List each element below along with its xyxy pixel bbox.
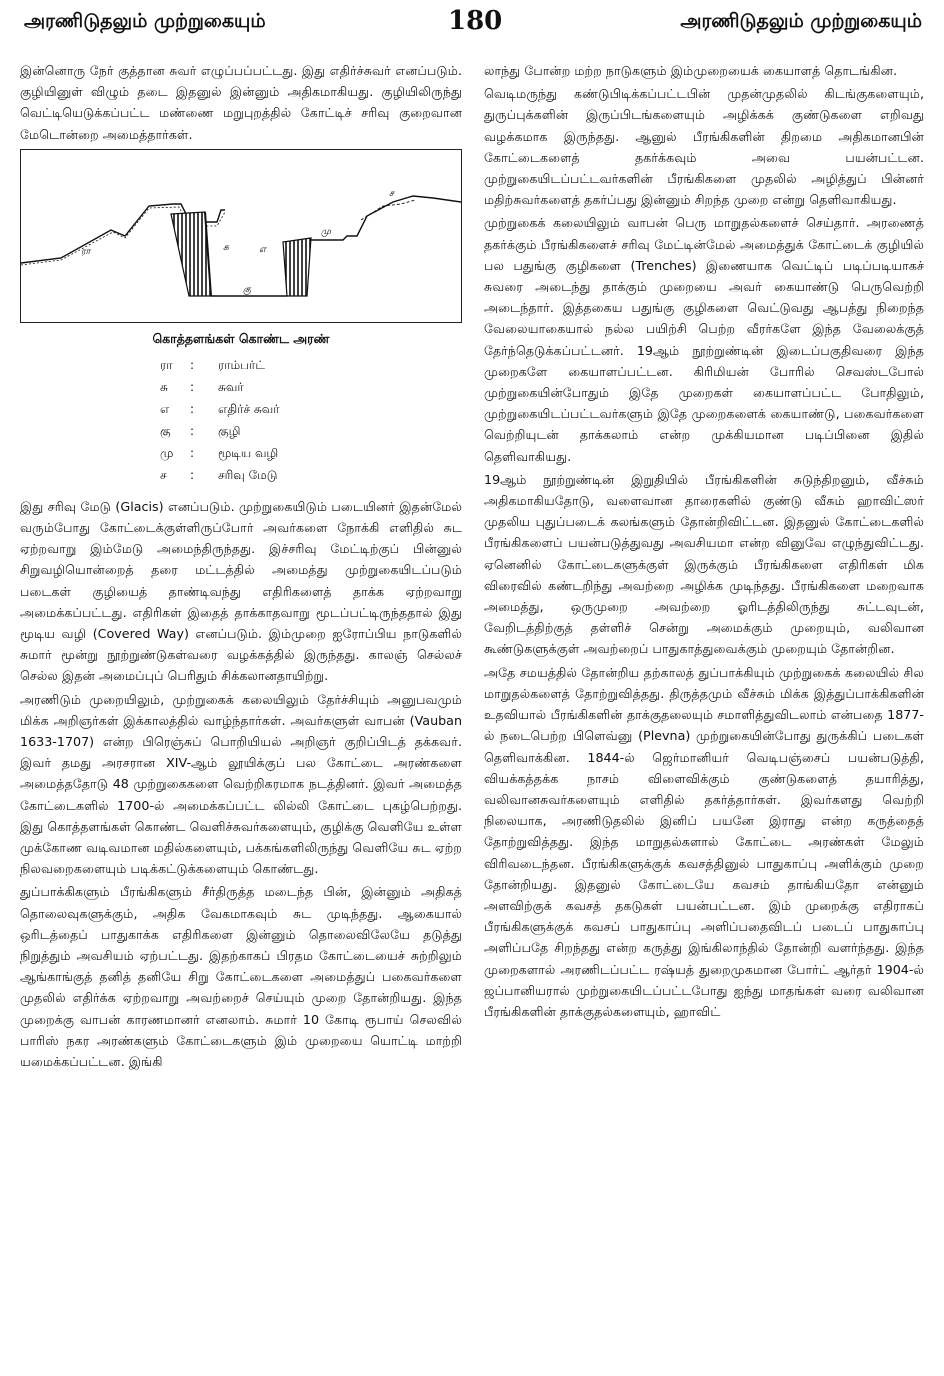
- legend-key: மு: [160, 445, 174, 460]
- legend-separator: :: [190, 467, 195, 482]
- paragraph-trenches: முற்றுகைக் கலையிலும் வாபன் பெரு மாறுதல்களைச் செய்தார். அரணைத் தகர்க்கும் பீரங்கிகளைச் சரிவு மேட்டின்மேல் அமைத்துக் கோட்டைக் குழியில் பல பதுங்கு குழிகளை (Trenches) இணையாக வெட்டிப் படிப்படியாகச் சுவரை அடைந்து தாக்கும் முறையை அவர் கையாண்டு பெருவெற்றி அடைந்தார். இத்தகைய பதுங்கு குழிகளை வெட்டுவது ஆபத்து நிறைந்த வேலையாகையால் நல்ல பயிற்சி பெற்ற வீரர்களே இந்த வேலைக்குத் தேர்ந்தெடுக்கப்பட்டனர். 19ஆம் நூற்றுண்டின் இடைப்பகுதிவரை இந்த முறைகளே கையாளப்பட்டன. கிரிமியன் போரில் செவஸ்டபோல் முற்றுகையின்போதும் இதே முறைகள் கையாளப்பட்ட போதிலும், முற்றுகையிடப்பட்டவர்களும் இதே முறைகளைக் கையாண்டு, பகைவர்களை வெற்றியுடன் தாக்கலாம் என்ற முக்கியமான படிப்பினை இதில் தெளிவாகியது.: [484, 215, 924, 464]
- counter-wall: [283, 238, 311, 296]
- legend-value: சரிவு மேடு: [218, 467, 278, 482]
- label-rampart: ரா: [81, 246, 91, 257]
- legend-value: சுவர்: [218, 379, 244, 394]
- legend-row: [160, 442, 462, 464]
- paragraph-19th-century: 19ஆம் நூற்றுண்டின் இறுதியில் பீரங்கிகளின் சுடுந்திறனும், வீச்சும் அதிகமாகியதோடு, வளைவான தாரைகளில் குண்டு வீசும் ஹாவிட்ஸர் முதலிய புதுப்படைக் கலங்களும் தோன்றிவிட்டன. இதனுல் கோட்டைகளில் பீரங்கிகளைப் பயன்படுத்துவது அவசியமா என்ற வினுவே எழுந்துவிட்டது. ஏனெனில் கோட்டைகளுக்குள் இருக்கும் பீரங்கிகளை எதிரிகள் மிக விரைவில் கண்டறிந்து அவற்றை அழிக்க முடிந்தது. பீரங்கிகளை மறைவாக அமைத்து, ஒருமுறை அவற்றை ஓரிடத்திலிருந்து சுட்டவுடன், வேறிடத்திற்குத் தள்ளிச் சென்று அமைக்கும் முறையும், வலிவான கூண்டுகளுக்குள் அவற்றைப் பாதுகாத்துவைக்கும் முறையும் தோன்றின.: [484, 471, 924, 657]
- legend-value: மூடிய வழி: [218, 445, 279, 460]
- legend-row: [160, 464, 462, 486]
- legend-separator: :: [190, 357, 195, 372]
- legend-key: ரா: [160, 357, 173, 372]
- label-ditch: கு: [243, 284, 251, 295]
- fortification-diagram: [20, 149, 462, 323]
- running-title-right: அரணிடுதலும் முற்றுகையும்: [680, 10, 922, 32]
- label-wall: சு: [223, 242, 229, 253]
- paragraph-gunpowder: வெடிமருந்து கண்டுபிடிக்கப்பட்டபின் முதன்முதலில் கிடங்குகளையும், துருப்புக்களின் இருப்பிடங்களையும் அழிக்கக் குண்டுகளை எறிவது வழக்கமாக இருந்தது. ஆனுல் பீரங்கிகளின் திறமை அதிகமானபின் கோட்டைகளைத் தகர்க்கவும் அவை பயன்பட்டன. முற்றுகையிடப்பட்டவர்களின் பீரங்கிகளை முதலில் அழித்துப் பின்னர் மதிற்சுவர்களைத் தகர்ப்பது இன்னும் சிறந்த முறை என்று தெளிவாகியது.: [484, 86, 924, 208]
- legend-row: [160, 354, 462, 376]
- legend-separator: :: [190, 445, 195, 460]
- legend-key: சு: [160, 379, 168, 394]
- legend-value: எதிர்ச் சுவர்: [218, 401, 280, 416]
- paragraph-vauban: அரணிடும் முறையிலும், முற்றுகைக் கலையிலும் தேர்ச்சியும் அனுபவமும் மிக்க அறிஞர்கள் இக்காலத்தில் வாழ்ந்தார்கள். அவர்களுள் வாபன் (Vauban 1633-1707) என்ற பிரெஞ்சுப் பொறியியல் அறிஞர் குறிப்பிடத் தக்கவர். இவர் தமது அரசரான XIV-ஆம் லூயிக்குப் பல கோட்டை அரண்களை அமைத்ததோடு 48 முற்றுகைகளை வெற்றிகரமாக நடத்தினர். இவர் அமைத்த கோட்டைகளில் 1700-ல் அமைக்கப்பட்ட லில்லி கோட்டை புகழ்பெற்றது. இது கொத்தளங்கள் கொண்ட வெளிச்சுவர்களையும், குழிக்கு வெளியே உள்ள முக்கோண வடிவமான மதில்களையும், பக்கங்களிலிருந்து வெளியே சுட ஏற்ற நிலவறைகளையும் படிக்கட்டுக்களையும் கொண்டது.: [20, 691, 462, 877]
- right-column: [484, 60, 924, 1370]
- running-title-left: அரணிடுதலும் முற்றுகையும்: [24, 10, 266, 32]
- legend-separator: :: [190, 379, 195, 394]
- legend-key: கு: [160, 423, 171, 438]
- figure-caption: கொத்தளங்கள் கொண்ட அரண்: [152, 330, 330, 346]
- fortification-cross-section: [21, 150, 461, 322]
- legend-row: [160, 376, 462, 398]
- legend-value: குழி: [218, 423, 241, 438]
- left-column: [20, 60, 462, 1370]
- label-counter-wall: எ: [259, 244, 267, 255]
- legend-row: [160, 420, 462, 442]
- page-header: [0, 0, 944, 52]
- paragraph-glacis: இது சரிவு மேடு (Glacis) எனப்படும். முற்றுகையிடும் படையினர் இதன்மேல் வரும்போது கோட்டைக்குள்ளிருப்போர் அவர்களை நோக்கி எளிதில் சுட ஏற்றவாறு இம்மேடு அமைந்திருந்தது. இச்சரிவு மேட்டிற்குப் பின்னுல் சிறுவழியொன்றைத் தரை மட்டத்தில் அமைத்து முற்றுகையிடப்படும் படைகள் குழியைத் தாண்டிவந்து எதிரிகளைத் தாக்க ஏற்றவாறு அமைக்கப்பட்டது. எதிரிகள் இதைத் தாக்காதவாறு மூடப்பட்டிருந்ததால் இது மூடிய வழி (Covered Way) எனப்படும். இம்முறை ஐரோப்பிய நாடுகளில் சுமார் மூன்று நூற்றுண்டுகள்வரை வழக்கத்தில் இருந்தது. காலஞ் செல்லச் செல்ல இதன் அமைப்புப் பெரிதும் சிக்கலானதாயிற்று.: [20, 498, 462, 684]
- paragraph-intro: இன்னொரு நேர் குத்தான சுவர் எழுப்பப்பட்டது. இது எதிர்ச்சுவர் எனப்படும். குழியினுள் விழும் தடை இதனுல் இன்னும் அதிகமாகியது. குழியிலிருந்து வெட்டியெடுக்கப்பட்ட மண்ணை மறுபுறத்தில் கோட்டிச் சரிவு குறைவான மேடொன்றை அமைத்தார்கள்.: [20, 63, 462, 142]
- legend-row: [160, 398, 462, 420]
- paragraph-continuation: லாந்து போன்ற மற்ற நாடுகளும் இம்முறையைக் கையாளத் தொடங்கின.: [484, 63, 898, 78]
- label-covered-way: மு: [321, 226, 331, 237]
- paragraph-plevna: அதே சமயத்தில் தோன்றிய தற்காலத் துப்பாக்கியும் முற்றுகைக் கலையில் சில மாறுதல்களைத் தோற்றுவித்தது. திருத்தமும் வீச்சும் மிக்க இத்துப்பாக்கிகளின் உதவியால் பீரங்கிகளின் தாக்குதலையும் சமாளித்துவிடலாம் என்பதை 1877-ல் நடைபெற்ற பிளெவ்னு (Plevna) முற்றுகையின்போது துருக்கிப் படைகள் தெளிவாக்கின. 1844-ல் ஜெர்மானியர் வெடிபஞ்சைப் பயன்படுத்தி, வியக்கத்தக்க நாசம் விளைவிக்கும் குண்டுகளைத் தயாரித்து, வலிவானசுவர்களையும் எளிதில் தகர்த்தார்கள். இவர்களது வெற்றி நிலையாக, அரணிடுதலில் இனிப் பயனே இராது என்ற கருத்தைத் தோற்றுவித்தது. இந்த மாறுதல்களால் கோட்டை அரண்கள் மேலும் விரிவடைந்தன. பீரங்கிகளுக்குக் கவசத்தினுல் பாதுகாப்பு அளிக்கும் முறை தோன்றியது. இதனுல் கோட்டையே கவசம் தாங்கியதோ என்னும் அளவிற்குக் கவசத் தகடுகள் பயன்பட்டன. இம் முறைக்கு எதிராகப் பீரங்கிகளுக்குக் கவசப் பாதுகாப்பு அளிப்பதைவிடப் படைப் பாதுகாப்பு அளிப்பதே சிறந்தது என்ற கருத்து இங்கிலாந்தில் தோன்றி வளர்ந்தது. இந்த முறைகளால் அரணிடப்பட்ட ரஷ்யத் துறைமுகமான போர்ட் ஆர்தர் 1904-ல் ஜப்பானியரால் முற்றுகையிடப்பட்டபோது ஐந்து மாதங்கள் வரை வலிவான பீரங்கிகளின் தாக்குதல்களையும், ஹாவிட்: [484, 664, 924, 1019]
- legend-key: எ: [160, 401, 170, 416]
- page-number: 180: [448, 6, 503, 36]
- legend-value: ராம்பர்ட்: [218, 357, 265, 372]
- glacis-profile: [311, 196, 461, 240]
- legend-key: ச: [160, 467, 167, 482]
- legend-separator: :: [190, 401, 195, 416]
- label-glacis: ச: [389, 188, 394, 199]
- paragraph-guns: துப்பாக்கிகளும் பீரங்கிகளும் சீர்திருத்த மடைந்த பின், இன்னும் அதிகத் தொலைவுகளுக்கும், அதிக வேகமாகவும் சுட முடிந்தது. ஆகையால் ஒரிடத்தைப் பாதுகாக்க எதிரிகளை இன்னும் தொலைவிலேயே தடுத்து நிறுத்தும் அவசியம் ஏற்பட்டது. இதற்காகப் பிரதம கோட்டையைச் சுற்றிலும் ஆங்காங்குத் தனித் தனியே சிறு கோட்டைகளை அமைத்துப் பகைவர்களை முதலில் எதிர்க்க ஏற்றவாறு அவற்றைச் செய்யும் முறை தோன்றியது. இந்த முறைக்கு வாபன் காரணமானர் எனலாம். சுமார் 10 கோடி ரூபாய் செலவில் பாரிஸ் நகர அரண்களும் கோட்டைகளும் இம் முறையை யொட்டி மாற்றி யமைக்கப்பட்டன. இங்கி: [20, 884, 462, 1070]
- figure-legend: [160, 354, 462, 486]
- legend-separator: :: [190, 423, 195, 438]
